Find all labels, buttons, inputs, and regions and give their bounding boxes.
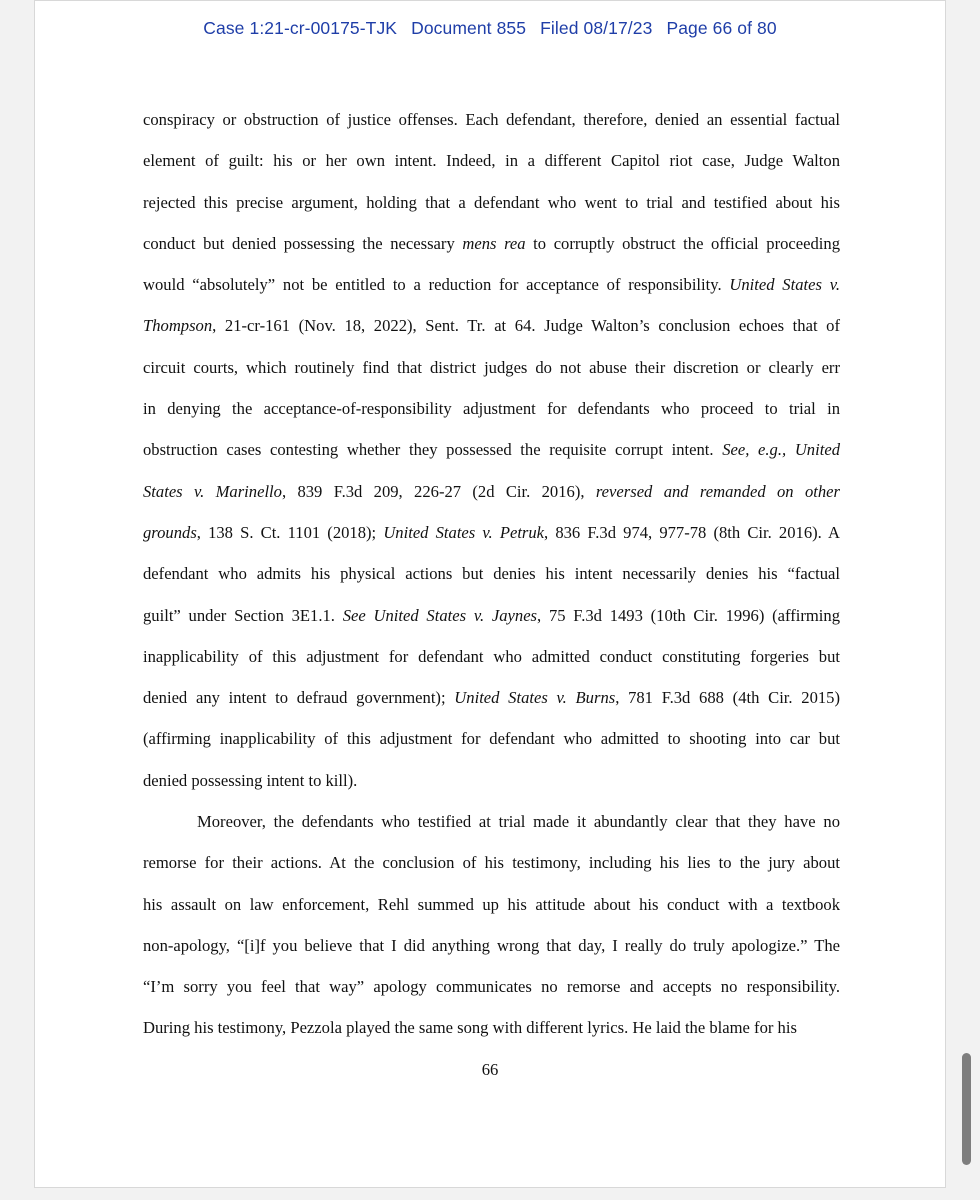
text-line: conduct but denied possessing the necessary mens rea to corruptly obstruct the official proceeding [143,233,840,253]
text-line: denied possessing intent to kill). [143,770,358,790]
text-line: defendant who admits his physical actions but denies his intent necessarily denies his “factual [143,564,840,584]
text-line: element of guilt: his or her own intent. Indeed, in a different Capitol riot case, Judge Walton [143,151,840,171]
text-line: Moreover, the defendants who testified at trial made it abundantly clear that they have no [197,812,840,831]
text-line: rejected this precise argument, holding that a defendant who went to trial and testified about his [143,192,840,212]
text-line: conspiracy or obstruction of justice offenses. Each defendant, therefore, denied an essential factual [143,110,840,129]
text-line: Thompson, 21-cr-161 (Nov. 18, 2022), Sent. Tr. at 64. Judge Walton’s conclusion echoes that of [143,316,840,336]
text-line: States v. Marinello, 839 F.3d 209, 226-27 (2d Cir. 2016), reversed and remanded on other [143,481,840,501]
text-line: obstruction cases contesting whether they possessed the requisite corrupt intent. See, e.g., United [143,440,840,460]
page-indicator: Page 66 of 80 [666,18,777,38]
text-line: inapplicability of this adjustment for defendant who admitted conduct constituting forgeries but [143,646,840,666]
text-line: During his testimony, Pezzola played the same song with different lyrics. He laid the blame for his [143,1018,797,1038]
text-line: “I’m sorry you feel that way” apology communicates no remorse and accepts no responsibility. [143,977,840,997]
page-number: 66 [481,1060,499,1079]
text-line: remorse for their actions. At the conclusion of his testimony, including his lies to the jury about [143,853,840,873]
text-line: his assault on law enforcement, Rehl summed up his attitude about his conduct with a textbook [143,894,840,914]
text-line: denied any intent to defraud government); United States v. Burns, 781 F.3d 688 (4th Cir. 2015) [143,688,840,708]
text-line: would “absolutely” not be entitled to a reduction for acceptance of responsibility. United States v. [143,275,840,295]
text-line: in denying the acceptance-of-responsibility adjustment for defendants who proceed to trial in [143,399,840,419]
case-header [35,18,945,39]
text-line: non-apology, “[i]f you believe that I did anything wrong that day, I really do truly apologize.” The [143,935,840,955]
text-line: circuit courts, which routinely find that district judges do not abuse their discretion or clearly err [143,357,840,377]
paragraph-2 [143,801,840,1049]
text-line: (affirming inapplicability of this adjustment for defendant who admitted to shooting into car but [143,729,840,749]
scrollbar-thumb[interactable] [962,1053,971,1165]
text-line: grounds, 138 S. Ct. 1101 (2018); United States v. Petruk, 836 F.3d 974, 977-78 (8th Cir. 2016). A [143,522,840,542]
paragraph-1 [143,99,840,801]
text-line: guilt” under Section 3E1.1. See United States v. Jaynes, 75 F.3d 1493 (10th Cir. 1996) (affirming [143,605,840,625]
document-number: Document 855 [411,18,527,38]
case-number: Case 1:21-cr-00175-TJK [203,18,398,38]
filed-date: Filed 08/17/23 [540,18,653,38]
document-page [34,0,946,1188]
